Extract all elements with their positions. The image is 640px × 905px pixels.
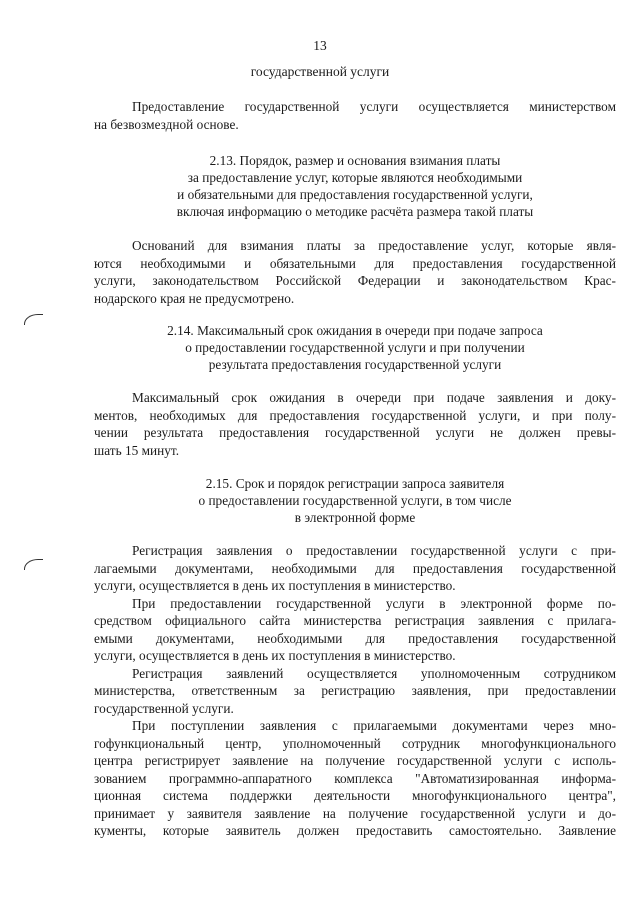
heading-line: включая информацию о методике расчёта размера такой платы — [176, 204, 534, 219]
text-line: ются необходимыми и обязательными для предоставления государственной — [94, 255, 616, 271]
heading-2-13 — [94, 152, 616, 220]
text-line: средством официального сайта министерства регистрация заявления с прилага- — [94, 613, 616, 628]
heading-line: о предоставлении государственной услуги и при получении — [185, 340, 525, 355]
text-line: зованием программно-аппаратного комплекса "Автоматизированная информа- — [94, 770, 616, 786]
text-line: услуги, осуществляется в день их поступления в министерство. — [94, 578, 456, 593]
text-line: нодарского края не предусмотрено. — [94, 290, 295, 306]
heading-2-15 — [94, 475, 616, 526]
text-line: Оснований для взимания платы за предоставление услуг, которые явля- — [132, 238, 616, 253]
text-line: министерства, ответственным за регистрацию заявления, при предоставлении — [94, 683, 616, 698]
text-line: кументы, которые заявитель должен предоставить самостоятельно. Заявление — [94, 823, 616, 838]
text-line: лагаемыми документами, необходимыми для предоставления государственной — [94, 560, 616, 576]
text-line: гофункциональный центр, уполномоченный сотрудник многофункционального — [94, 735, 616, 751]
margin-mark — [24, 314, 43, 325]
text-line: При предоставлении государственной услуги в электронной форме по- — [132, 595, 616, 611]
text-line: Регистрация заявлений осуществляется уполномоченным сотрудником — [132, 665, 616, 681]
paragraph-2-15-registration — [94, 542, 616, 840]
text-line: шать 15 минут. — [94, 442, 180, 458]
text-line: Максимальный срок ожидания в очереди при подаче заявления и доку- — [132, 390, 616, 405]
heading-line: 2.14. Максимальный срок ожидания в очереди при подаче запроса — [167, 323, 543, 338]
text-line: емыми документами, необходимыми для предоставления государственной — [94, 630, 616, 646]
heading-line: о предоставлении государственной услуги, в том числе — [198, 493, 512, 508]
heading-line: 2.13. Порядок, размер и основания взимания платы — [209, 153, 501, 168]
heading-line: 2.15. Срок и порядок регистрации запроса заявителя — [205, 476, 505, 491]
margin-mark — [24, 559, 43, 570]
text-line: принимает у заявителя заявление на получение государственной услуги и до- — [94, 805, 616, 821]
text-line: ционная система поддержки деятельности многофункционального центра", — [94, 788, 616, 803]
text-line: центра регистрирует заявление на получение государственной услуги с исполь- — [94, 753, 616, 768]
paragraph-fee — [94, 98, 616, 133]
text-line: услуги, осуществляется в день их поступления в министерство. — [94, 648, 456, 663]
heading-line: и обязательными для предоставления государственной услуги, — [177, 187, 533, 202]
heading-2-14 — [94, 322, 616, 373]
heading-line: в электронной форме — [294, 510, 416, 525]
paragraph-2-14 — [94, 389, 616, 459]
text-line: При поступлении заявления с прилагаемыми документами через мно- — [132, 718, 616, 733]
text-line: государственной услуги. — [94, 700, 234, 716]
heading-line: за предоставление услуг, которые являются необходимыми — [187, 170, 523, 185]
page-number: 13 — [313, 38, 327, 53]
text-line: Регистрация заявления о предоставлении государственной услуги с при- — [132, 543, 616, 558]
text-line: ментов, необходимых для предоставления государственной услуги, и при полу- — [94, 407, 616, 423]
running-header: государственной услуги — [250, 64, 390, 79]
text-line: Предоставление государственной услуги осуществляется министерством — [132, 99, 616, 114]
text-line: услуги, законодательством Российской Федерации и законодательством Крас- — [94, 273, 616, 288]
paragraph-2-13 — [94, 237, 616, 307]
text-line: на безвозмездной основе. — [94, 116, 239, 132]
text-line: чении результата предоставления государственной услуги не должен превы- — [94, 425, 616, 440]
heading-line: результата предоставления государственной услуги — [208, 357, 502, 372]
